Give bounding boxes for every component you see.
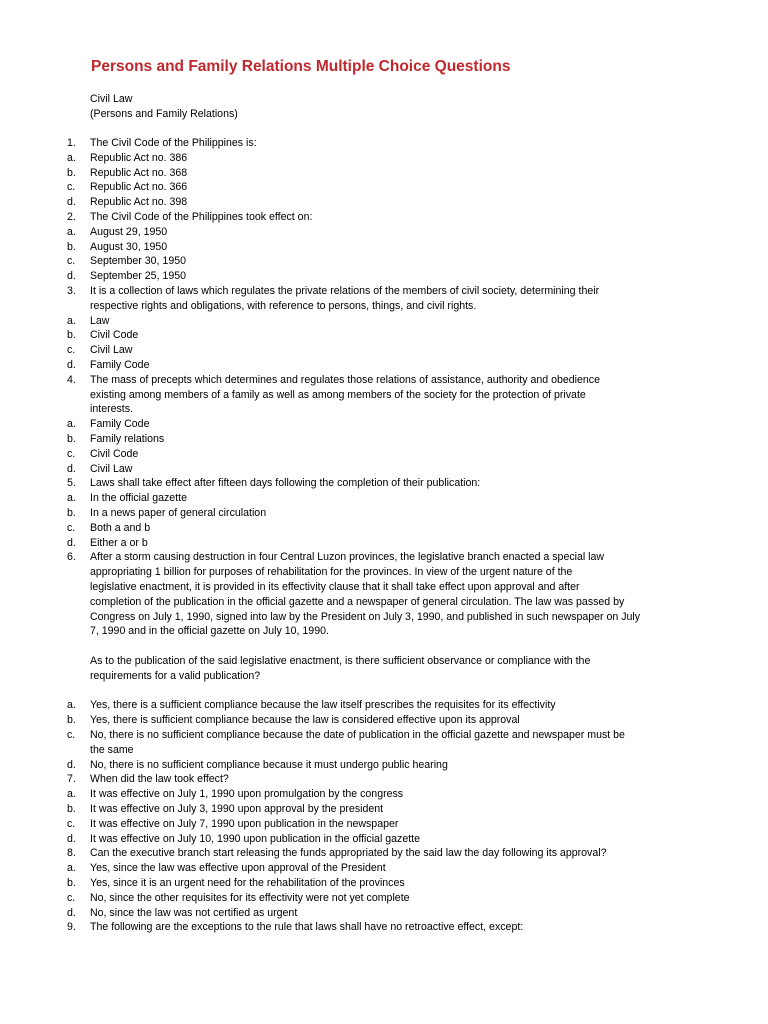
line-text: The mass of precepts which determines and regulates those relations of assistance, authority and obedience — [90, 373, 600, 386]
line-text: Either a or b — [90, 536, 148, 549]
line-text: It was effective on July 1, 1990 upon promulgation by the congress — [90, 788, 404, 801]
line-text: Yes, since the law was effective upon approval of the President — [90, 862, 386, 875]
document-line — [0, 536, 768, 551]
line-marker: b. — [67, 714, 76, 727]
document-line — [0, 595, 768, 610]
line-text: September 30, 1950 — [90, 255, 187, 268]
document-line — [0, 846, 768, 861]
document-line — [0, 195, 768, 210]
line-marker: d. — [67, 832, 76, 845]
document-line — [0, 580, 768, 595]
document-line — [0, 832, 768, 847]
line-text: No, since the law was not certified as urgent — [90, 906, 298, 919]
document-line — [0, 225, 768, 240]
line-text: appropriating 1 billion for purposes of rehabilitation for the provinces. In view of the urgent nature of the — [90, 566, 573, 579]
line-text: Family Code — [90, 418, 150, 431]
line-marker: b. — [67, 803, 76, 815]
line-text: As to the publication of the said legislative enactment, is there sufficient observance or compliance with the — [90, 655, 591, 667]
line-marker: d. — [67, 758, 76, 771]
line-marker: b. — [67, 433, 76, 445]
document-line — [0, 388, 768, 403]
line-marker: a. — [67, 699, 76, 712]
line-text: August 30, 1950 — [90, 240, 168, 253]
line-marker: 6. — [67, 551, 76, 564]
document-line — [0, 210, 768, 225]
line-text: Law — [90, 314, 110, 327]
line-marker: a. — [67, 788, 76, 801]
line-marker: c. — [67, 344, 76, 357]
line-marker: b. — [67, 507, 76, 519]
document-line — [0, 920, 768, 935]
document-line — [0, 639, 768, 654]
document-line — [0, 358, 768, 373]
line-text: The following are the exceptions to the rule that laws shall have no retroactive effect, except: — [90, 921, 524, 934]
subtitle-text: (Persons and Family Relations) — [90, 108, 238, 120]
line-marker: a. — [67, 492, 76, 505]
document-line — [0, 876, 768, 891]
line-text: 7, 1990 and in the official gazette on July 10, 1990. — [90, 625, 329, 638]
line-marker: a. — [67, 314, 76, 327]
document-line — [0, 254, 768, 269]
line-text: Civil Law — [90, 344, 133, 357]
line-marker: 7. — [67, 773, 76, 786]
line-text: It was effective on July 3, 1990 upon approval by the president — [90, 803, 384, 815]
document-line — [0, 417, 768, 432]
line-text: Yes, there is a sufficient compliance because the law itself prescribes the requisites for its effectivity — [90, 699, 556, 712]
document-line — [0, 861, 768, 876]
line-marker: c. — [67, 891, 76, 904]
line-text: Family Code — [90, 359, 150, 371]
document-line — [0, 728, 768, 743]
line-marker: d. — [67, 270, 76, 283]
line-marker: 3. — [67, 285, 76, 297]
line-text: Civil Code — [90, 329, 139, 342]
document-line — [0, 743, 768, 758]
line-marker: c. — [67, 447, 76, 460]
document-line — [0, 432, 768, 447]
line-text: requirements for a valid publication? — [90, 669, 261, 682]
line-text: Civil Code — [90, 447, 139, 460]
document-line — [0, 343, 768, 358]
document-line — [0, 684, 768, 699]
document-line — [0, 506, 768, 521]
line-text: It is a collection of laws which regulates the private relations of the members of civil society, determining their — [90, 285, 600, 297]
line-marker: d. — [67, 536, 76, 549]
document-line — [0, 787, 768, 802]
document-line — [0, 151, 768, 166]
line-marker: d. — [67, 359, 76, 371]
document-line — [0, 240, 768, 255]
line-marker: 1. — [67, 137, 76, 149]
line-text: When did the law took effect? — [90, 773, 229, 786]
line-text: The Civil Code of the Philippines took effect on: — [90, 211, 313, 223]
document-line — [0, 462, 768, 477]
document-line — [0, 891, 768, 906]
line-text: After a storm causing destruction in four Central Luzon provinces, the legislative branch enacted a special law — [90, 551, 605, 564]
line-marker: 5. — [67, 477, 76, 490]
line-marker: c. — [67, 817, 76, 830]
line-text: In the official gazette — [90, 492, 187, 505]
line-marker: d. — [67, 906, 76, 919]
line-text: Yes, there is sufficient compliance because the law is considered effective upon its approval — [90, 714, 520, 727]
line-marker: 8. — [67, 847, 76, 860]
line-text: Yes, since it is an urgent need for the rehabilitation of the provinces — [90, 877, 405, 889]
line-marker: b. — [67, 877, 76, 889]
line-text: The Civil Code of the Philippines is: — [90, 137, 257, 149]
document-line — [0, 802, 768, 817]
line-marker: b. — [67, 329, 76, 342]
line-text: interests. — [90, 403, 133, 416]
line-text: Family relations — [90, 433, 165, 445]
document-line — [0, 713, 768, 728]
document-line — [0, 373, 768, 388]
line-text: Congress on July 1, 1990, signed into law by the President on July 3, 1990, and published in such newspaper on July — [90, 610, 641, 623]
document-line — [0, 284, 768, 299]
line-text: existing among members of a family as well as among members of the society for the protection of private — [90, 388, 586, 401]
subtitle-line — [0, 107, 768, 122]
document-line — [0, 654, 768, 669]
line-marker: b. — [67, 240, 76, 253]
document-line — [0, 521, 768, 536]
line-text: September 25, 1950 — [90, 270, 187, 283]
document-line — [0, 772, 768, 787]
line-text: Republic Act no. 368 — [90, 166, 188, 179]
document-line — [0, 447, 768, 462]
line-text: No, there is no sufficient compliance because it must undergo public hearing — [90, 758, 448, 771]
line-text: Both a and b — [90, 521, 151, 534]
document-line — [0, 314, 768, 329]
line-text: August 29, 1950 — [90, 225, 168, 238]
line-text: Republic Act no. 386 — [90, 151, 188, 164]
document-line — [0, 299, 768, 314]
document-line — [0, 180, 768, 195]
document-line — [0, 550, 768, 565]
line-text: It was effective on July 10, 1990 upon publication in the official gazette — [90, 832, 420, 845]
line-text: legislative enactment, it is provided in its effectivity clause that it shall take effect upon approval and after — [90, 581, 580, 593]
line-marker: d. — [67, 462, 76, 475]
document-line — [0, 906, 768, 921]
line-text: It was effective on July 7, 1990 upon publication in the newspaper — [90, 817, 399, 830]
document-line — [0, 328, 768, 343]
line-text: completion of the publication in the official gazette and a newspaper of general circulation. The law was passed by — [90, 595, 625, 608]
document-title: Persons and Family Relations Multiple Choice Questions — [91, 58, 511, 75]
line-text: Civil Law — [90, 462, 133, 475]
document-line — [0, 758, 768, 773]
line-marker: d. — [67, 196, 76, 209]
line-marker: c. — [67, 729, 76, 741]
line-text: respective rights and obligations, with reference to persons, things, and civil rights. — [90, 299, 477, 312]
line-marker: a. — [67, 862, 76, 875]
line-marker: a. — [67, 225, 76, 238]
line-marker: a. — [67, 151, 76, 164]
document-line — [0, 491, 768, 506]
line-text: Laws shall take effect after fifteen days following the completion of their publication: — [90, 477, 481, 490]
document-line — [0, 565, 768, 580]
line-marker: a. — [67, 418, 76, 431]
subtitle-text: Civil Law — [90, 93, 133, 105]
line-marker: 2. — [67, 211, 76, 223]
subtitle-line — [0, 92, 768, 107]
document-line — [0, 817, 768, 832]
line-text: In a news paper of general circulation — [90, 507, 267, 519]
document-line — [0, 698, 768, 713]
line-marker: c. — [67, 181, 76, 194]
document-line — [0, 269, 768, 284]
document-line — [0, 476, 768, 491]
line-marker: c. — [67, 255, 76, 268]
line-marker: 9. — [67, 921, 76, 934]
line-marker: c. — [67, 521, 76, 534]
document-line — [0, 402, 768, 417]
document-line — [0, 624, 768, 639]
document-line — [0, 669, 768, 684]
line-marker: 4. — [67, 373, 76, 386]
document-line — [0, 136, 768, 151]
line-marker: b. — [67, 166, 76, 179]
line-text: Can the executive branch start releasing the funds appropriated by the said law the day following its approval? — [90, 847, 607, 860]
line-text: No, there is no sufficient compliance because the date of publication in the official gazette and newspaper must be — [90, 729, 625, 741]
document-line — [0, 166, 768, 181]
line-text: Republic Act no. 366 — [90, 181, 188, 194]
line-text: No, since the other requisites for its effectivity were not yet complete — [90, 891, 410, 904]
line-text: Republic Act no. 398 — [90, 196, 188, 209]
document-line — [0, 610, 768, 625]
line-text: the same — [90, 743, 134, 756]
